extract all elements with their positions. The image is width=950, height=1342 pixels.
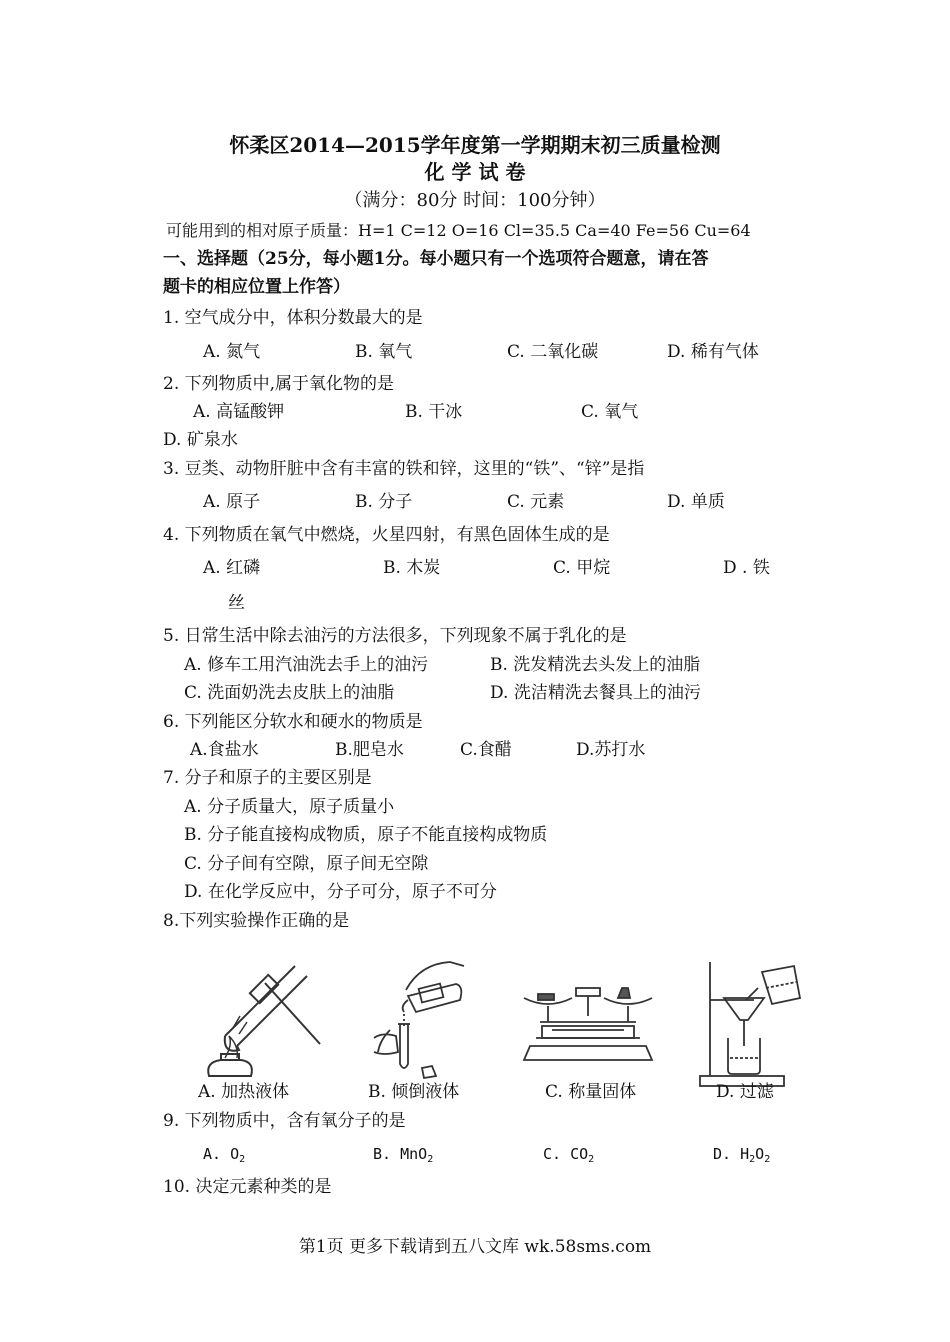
question-stem: 4. 下列物质在氧气中燃烧，火星四射，有黑色固体生成的是 bbox=[163, 525, 610, 545]
option: C. 二氧化碳 bbox=[507, 342, 599, 362]
option: D. 单质 bbox=[667, 492, 725, 512]
option: B. 氧气 bbox=[355, 342, 413, 362]
option: D. 洗洁精洗去餐具上的油污 bbox=[490, 683, 701, 703]
option: A.食盐水 bbox=[190, 740, 259, 760]
option: B. 干冰 bbox=[405, 402, 463, 422]
option: D. 稀有气体 bbox=[667, 342, 759, 362]
heating-liquid-figure bbox=[195, 958, 335, 1093]
atomic-mass-line: 可能用到的相对原子质量：H=1 C=12 O=16 Cl=35.5 Ca=40 Fe=56 Cu=64 bbox=[166, 221, 751, 240]
option-wrap: 丝 bbox=[228, 593, 245, 613]
question-stem: 3. 豆类、动物肝脏中含有丰富的铁和锌，这里的“铁”、“锌”是指 bbox=[163, 459, 645, 479]
exam-subtitle: 化 学 试 卷 bbox=[424, 160, 526, 184]
option: B. 分子 bbox=[355, 492, 413, 512]
filtration-figure bbox=[696, 958, 811, 1093]
question-stem: 6. 下列能区分软水和硬水的物质是 bbox=[163, 712, 423, 732]
option: C. 分子间有空隙，原子间无空隙 bbox=[184, 854, 429, 874]
option: C. 甲烷 bbox=[553, 558, 611, 578]
option: D. $H_2O_2$ bbox=[713, 1145, 771, 1165]
option: A. 红磷 bbox=[203, 558, 261, 578]
option: C. 元素 bbox=[507, 492, 565, 512]
balance-figure bbox=[518, 972, 658, 1072]
option: A. 分子质量大，原子质量小 bbox=[184, 797, 395, 817]
question-stem: 8.下列实验操作正确的是 bbox=[163, 911, 350, 931]
option: C. $CO_2$ bbox=[543, 1145, 595, 1165]
question-stem: 10. 决定元素种类的是 bbox=[163, 1177, 332, 1197]
figure-caption: B. 倾倒液体 bbox=[368, 1082, 460, 1102]
option: D . 铁 bbox=[723, 558, 770, 578]
option: D.苏打水 bbox=[576, 740, 646, 760]
option: A. $O_2$ bbox=[203, 1145, 246, 1165]
question-stem: 7. 分子和原子的主要区别是 bbox=[163, 768, 372, 788]
option: C.食醋 bbox=[460, 740, 512, 760]
option: C. 氧气 bbox=[581, 402, 639, 422]
figure-caption: A. 加热液体 bbox=[198, 1081, 328, 1099]
section-heading-line1: 一、选择题（25分，每小题1分。每小题只有一个选项符合题意，请在答 bbox=[163, 249, 709, 269]
option: C. 洗面奶洗去皮肤上的油脂 bbox=[184, 683, 395, 703]
page-footer: 第1页 更多下载请到五八文库 wk.58sms.com bbox=[298, 1237, 652, 1257]
exam-title: 怀柔区2014—2015学年度第一学期期末初三质量检测 bbox=[229, 133, 721, 157]
figure-caption: D. 过滤 bbox=[716, 1082, 774, 1102]
exam-meta: （满分：80分 时间：100分钟） bbox=[344, 190, 606, 211]
option: B. MnO$_2$ bbox=[373, 1145, 434, 1165]
pouring-liquid-figure bbox=[360, 956, 480, 1081]
section-heading-line2: 题卡的相应位置上作答） bbox=[163, 277, 350, 297]
option: B.肥皂水 bbox=[335, 740, 404, 760]
option: D. 矿泉水 bbox=[163, 430, 238, 450]
option: A. 修车工用汽油洗去手上的油污 bbox=[184, 655, 429, 675]
option: A. 高锰酸钾 bbox=[193, 402, 285, 422]
question-stem: 9. 下列物质中，含有氧分子的是 bbox=[163, 1111, 406, 1131]
option: B. 木炭 bbox=[383, 558, 441, 578]
option: B. 分子能直接构成物质，原子不能直接构成物质 bbox=[184, 825, 548, 845]
option: A. 原子 bbox=[203, 492, 261, 512]
question-stem: 5. 日常生活中除去油污的方法很多，下列现象不属于乳化的是 bbox=[163, 626, 627, 646]
option: A. 氮气 bbox=[203, 342, 261, 362]
option: B. 洗发精洗去头发上的油脂 bbox=[490, 655, 701, 675]
question-stem: 1. 空气成分中，体积分数最大的是 bbox=[163, 308, 423, 328]
question-stem: 2. 下列物质中,属于氧化物的是 bbox=[163, 374, 395, 394]
figure-caption: C. 称量固体 bbox=[545, 1082, 637, 1102]
option: D. 在化学反应中，分子可分，原子不可分 bbox=[184, 882, 497, 902]
